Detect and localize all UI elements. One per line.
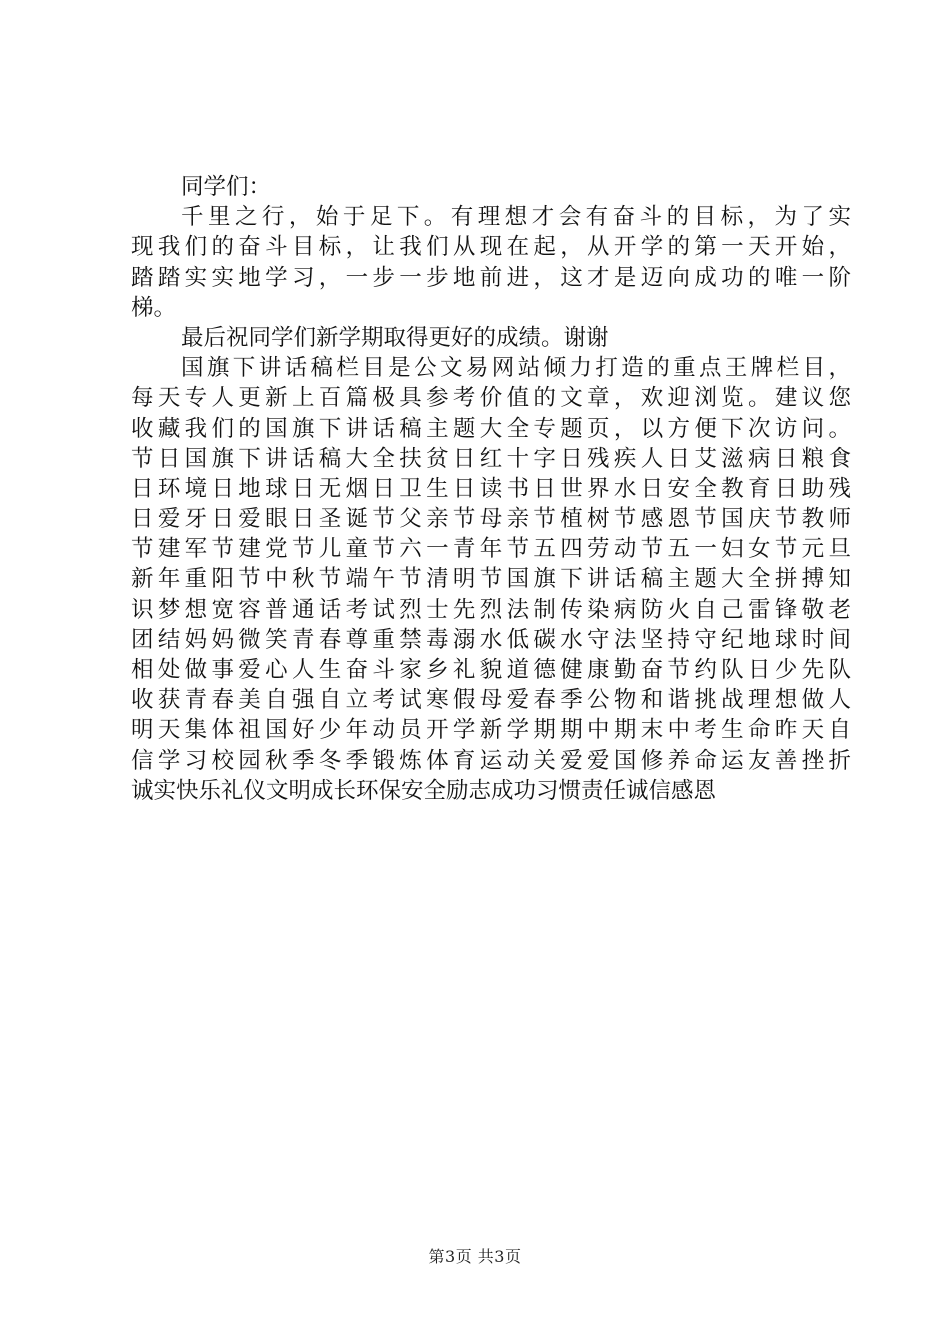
topic-line: 日环境日地球日无烟日卫生日读书日世界水日安全教育日助残 bbox=[131, 475, 851, 502]
paragraph-line: 梯。 bbox=[131, 294, 177, 321]
topic-line: 团结妈妈微笑青春尊重禁毒溺水低碳水守法坚持守纪地球时间 bbox=[131, 626, 851, 653]
topic-line: 信学习校园秋季冬季锻炼体育运动关爱爱国修养命运友善挫折 bbox=[131, 747, 851, 774]
topic-line: 明天集体祖国好少年动员开学新学期期中期末中考生命昨天自 bbox=[131, 717, 851, 744]
topic-line: 识梦想宽容普通话考试烈士先烈法制传染病防火自己雷锋敬老 bbox=[131, 596, 851, 623]
topic-line: 节日国旗下讲话稿大全扶贫日红十字日残疾人日艾滋病日粮食 bbox=[131, 445, 851, 472]
document-body bbox=[131, 172, 851, 806]
topic-line: 诚实快乐礼仪文明成长环保安全励志成功习惯责任诚信感恩 bbox=[131, 777, 717, 804]
paragraph-line: 现我们的奋斗目标，让我们从现在起，从开学的第一天开始， bbox=[131, 234, 851, 261]
paragraph-line: 踏踏实实地学习，一步一步地前进，这才是迈向成功的唯一阶 bbox=[131, 264, 851, 291]
paragraph-line: 每天专人更新上百篇极具参考价值的文章，欢迎浏览。建议您 bbox=[131, 385, 851, 412]
page-number-footer: 第3页 共3页 bbox=[428, 1247, 522, 1266]
paragraph-line: 收藏我们的国旗下讲话稿主题大全专题页，以方便下次访问。 bbox=[131, 415, 851, 442]
paragraph-line: 国旗下讲话稿栏目是公文易网站倾力打造的重点王牌栏目， bbox=[181, 355, 851, 382]
topic-line: 收获青春美自强自立考试寒假母爱春季公物和谐挑战理想做人 bbox=[131, 687, 851, 714]
paragraph-line: 千里之行，始于足下。有理想才会有奋斗的目标，为了实 bbox=[181, 204, 851, 231]
salutation: 同学们： bbox=[181, 174, 272, 200]
topic-line: 新年重阳节中秋节端午节清明节国旗下讲话稿主题大全拼搏知 bbox=[131, 566, 851, 593]
topic-line: 相处做事爱心人生奋斗家乡礼貌道德健康勤奋节约队日少先队 bbox=[131, 657, 851, 683]
topic-line: 节建军节建党节儿童节六一青年节五四劳动节五一妇女节元旦 bbox=[131, 536, 851, 563]
topic-line: 日爱牙日爱眼日圣诞节父亲节母亲节植树节感恩节国庆节教师 bbox=[131, 506, 851, 533]
closing-line: 最后祝同学们新学期取得更好的成绩。谢谢 bbox=[181, 324, 609, 351]
